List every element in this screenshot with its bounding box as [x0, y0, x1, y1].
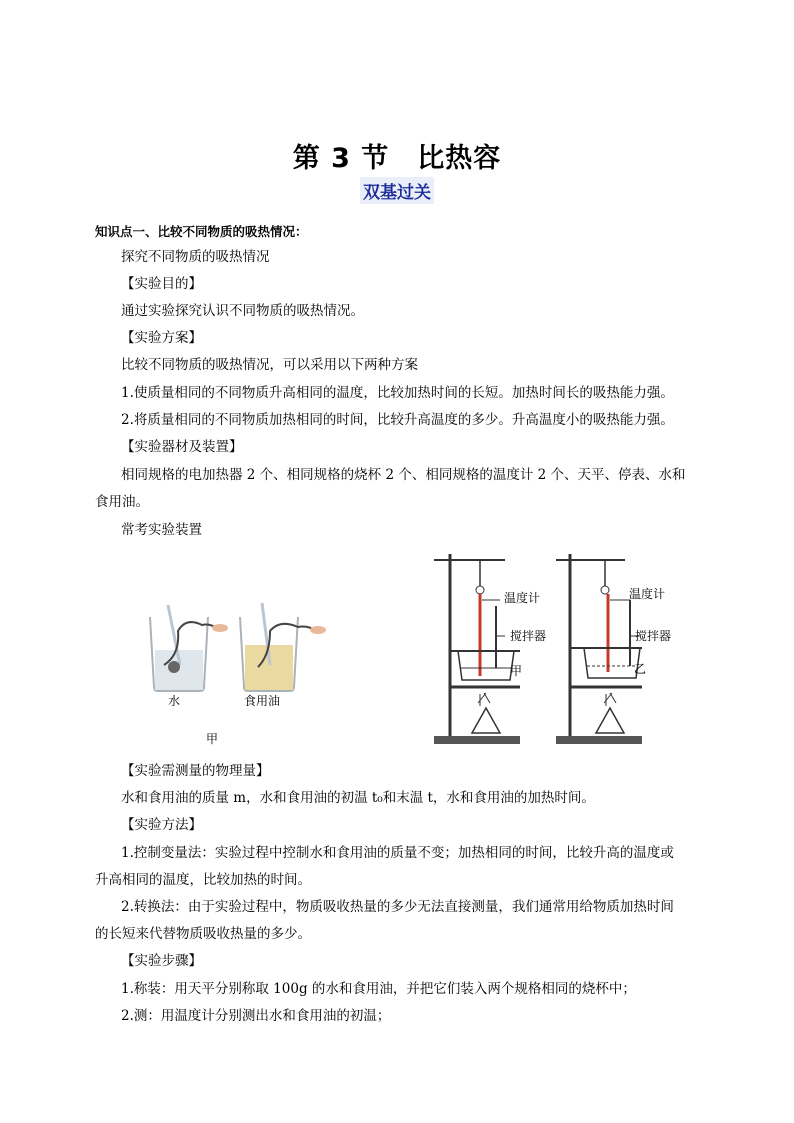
plan-label: 【实验方案】: [121, 330, 202, 346]
paragraph: 1.称装：用天平分别称取 100g 的水和食用油，并把它们装入两个规格相同的烧杯中；: [121, 981, 636, 997]
equipment-label: 【实验器材及装置】: [121, 439, 243, 455]
paragraph: 水和食用油的质量 m，水和食用油的初温 t₀和末温 t，水和食用油的加热时间。: [121, 790, 595, 806]
beakers-figure: [140, 595, 340, 755]
page-title: 第 3 节 比热容: [292, 143, 502, 174]
paragraph: 1.控制变量法：实验过程中控制水和食用油的质量不变；加热相同的时间，比较升高的温度或: [121, 845, 674, 861]
page-subtitle: 双基过关: [360, 177, 434, 204]
label-stirrer-a: 搅拌器: [510, 629, 547, 643]
figure-caption: 甲: [206, 732, 219, 746]
label-oil: 食用油: [244, 694, 281, 708]
label-stirrer-b: 搅拌器: [635, 629, 672, 643]
purpose-label: 【实验目的】: [121, 276, 202, 292]
label-thermometer-a: 温度计: [504, 591, 541, 605]
paragraph: 食用油。: [95, 494, 149, 510]
method-label: 【实验方法】: [121, 817, 202, 833]
label-thermometer-b: 温度计: [629, 587, 666, 601]
paragraph: 相同规格的电加热器 2 个、相同规格的烧杯 2 个、相同规格的温度计 2 个、天平、停表、水和: [121, 467, 686, 483]
steps-label: 【实验步骤】: [121, 953, 202, 969]
paragraph: 2.将质量相同的不同物质加热相同的时间，比较升高温度的多少。升高温度小的吸热能力强。: [121, 412, 674, 428]
heating-setup-illustration: [430, 548, 700, 753]
paragraph: 2.转换法：由于实验过程中，物质吸收热量的多少无法直接测量，我们通常用给物质加热时间: [121, 899, 674, 915]
label-yi: 乙: [634, 662, 647, 676]
label-water: 水: [168, 694, 181, 708]
paragraph: 1.使质量相同的不同物质升高相同的温度，比较加热时间的长短。加热时间长的吸热能力强。: [121, 385, 674, 401]
heating-setup-figure: [430, 548, 700, 753]
measure-label: 【实验需测量的物理量】: [121, 763, 270, 779]
paragraph: 的长短来代替物质吸收热量的多少。: [95, 926, 311, 942]
beakers-illustration: [140, 595, 340, 755]
paragraph: 2.测：用温度计分别测出水和食用油的初温；: [121, 1008, 391, 1024]
paragraph: 比较不同物质的吸热情况，可以采用以下两种方案: [121, 357, 418, 373]
section-heading: 知识点一、比较不同物质的吸热情况：: [95, 224, 308, 239]
paragraph: 常考实验装置: [121, 522, 202, 538]
paragraph: 升高相同的温度，比较加热的时间。: [95, 872, 311, 888]
paragraph: 通过实验探究认识不同物质的吸热情况。: [121, 303, 364, 319]
paragraph: 探究不同物质的吸热情况: [121, 249, 270, 265]
label-jia: 甲: [510, 664, 523, 678]
